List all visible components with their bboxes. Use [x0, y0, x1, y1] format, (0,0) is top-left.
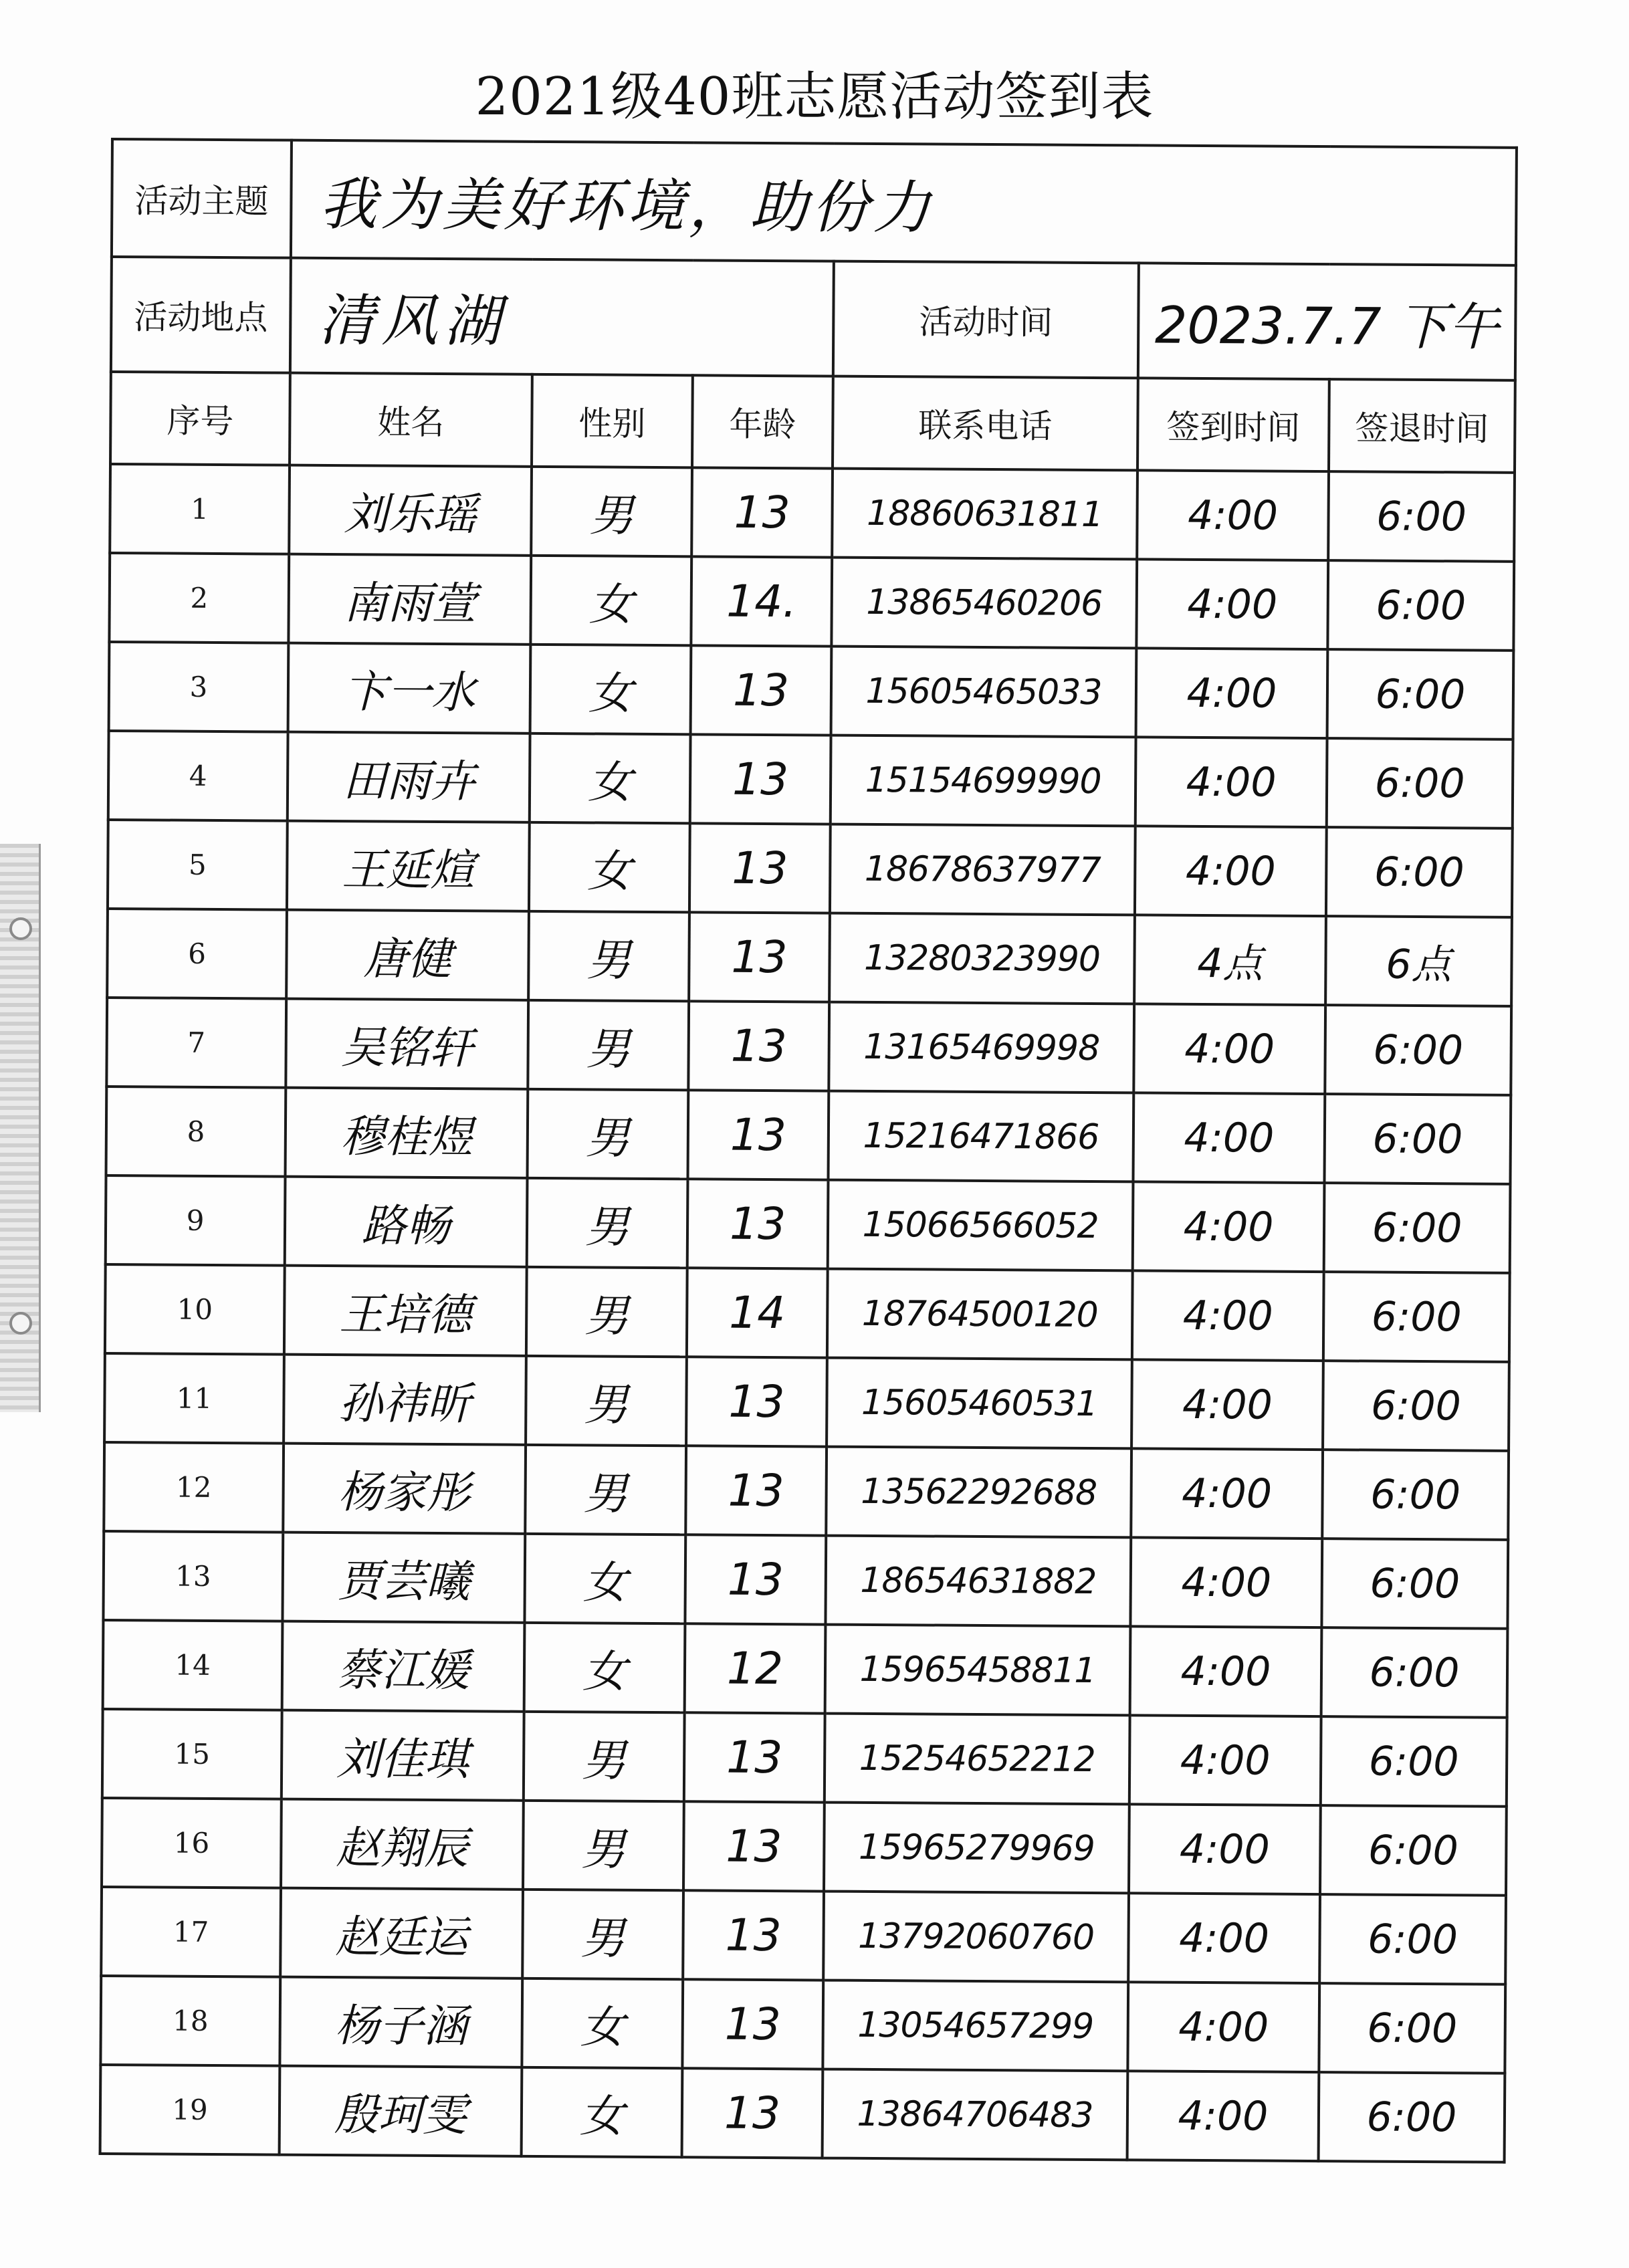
phone-cell: 13864706483 — [823, 2069, 1128, 2160]
age-cell: 13 — [691, 645, 832, 735]
column-header: 序号 — [110, 372, 290, 465]
name-cell: 殷珂雯 — [280, 2066, 522, 2156]
column-header: 签到时间 — [1137, 378, 1329, 471]
table-row — [109, 553, 1514, 651]
sign-in-time-cell: 4:00 — [1135, 826, 1327, 916]
name-cell: 王延煊 — [287, 821, 530, 911]
sign-out-time-cell: 6:00 — [1326, 827, 1513, 917]
sign-in-time-cell: 4:00 — [1129, 1804, 1321, 1894]
sign-in-time-cell: 4:00 — [1127, 2071, 1319, 2161]
phone-cell: 15066566052 — [828, 1180, 1133, 1271]
age-cell: 13 — [682, 2068, 823, 2158]
age-cell: 13 — [683, 1801, 825, 1891]
gender-cell: 女 — [522, 1978, 683, 2068]
age-cell: 14 — [687, 1268, 828, 1357]
theme-row — [112, 139, 1517, 265]
phone-cell: 18678637977 — [830, 824, 1135, 915]
table-row — [102, 1709, 1507, 1807]
age-cell: 13 — [689, 912, 830, 1002]
table-row — [106, 1175, 1511, 1273]
age-cell: 13 — [688, 1001, 829, 1091]
name-cell: 杨子涵 — [280, 1977, 522, 2067]
row-number: 19 — [100, 2065, 280, 2155]
sign-out-time-cell: 6:00 — [1324, 1183, 1511, 1273]
phone-cell: 13865460206 — [831, 558, 1137, 649]
phone-cell: 15154699990 — [831, 735, 1136, 826]
sign-out-time-cell: 6:00 — [1322, 1450, 1509, 1540]
phone-cell: 18654631882 — [825, 1536, 1131, 1627]
name-cell: 南雨萱 — [288, 554, 531, 645]
phone-cell: 13792060760 — [823, 1892, 1129, 1982]
sign-in-time-cell: 4:00 — [1130, 1626, 1322, 1716]
sign-out-time-cell: 6:00 — [1327, 649, 1514, 740]
sign-out-time-cell: 6:00 — [1321, 1716, 1507, 1807]
location-time-row — [111, 257, 1516, 380]
gender-cell: 男 — [527, 1178, 688, 1268]
age-cell: 13 — [686, 1357, 827, 1446]
gender-cell: 男 — [528, 911, 689, 1001]
gender-cell: 女 — [530, 645, 691, 734]
sign-out-time-cell: 6:00 — [1327, 738, 1513, 828]
name-cell: 赵廷运 — [280, 1888, 523, 1978]
sign-in-table — [99, 138, 1518, 2164]
row-number: 11 — [104, 1353, 284, 1444]
row-number: 9 — [106, 1175, 286, 1266]
sign-in-time-cell: 4:00 — [1128, 1893, 1320, 1983]
row-number: 7 — [106, 998, 286, 1088]
age-cell: 13 — [688, 1090, 829, 1179]
row-number: 16 — [102, 1798, 282, 1888]
sign-in-time-cell: 4:00 — [1131, 1448, 1323, 1539]
sign-in-time-cell: 4:00 — [1137, 470, 1329, 560]
binder-strip — [0, 844, 41, 1412]
age-cell: 13 — [685, 1535, 826, 1624]
sign-out-time-cell: 6:00 — [1319, 1983, 1505, 2073]
gender-cell: 男 — [526, 1267, 687, 1357]
sign-out-time-cell: 6:00 — [1323, 1361, 1509, 1451]
column-header: 年龄 — [692, 375, 833, 468]
name-cell: 蔡江媛 — [282, 1621, 525, 1712]
age-cell: 13 — [684, 1712, 825, 1802]
sign-in-time-cell: 4:00 — [1133, 1093, 1325, 1183]
gender-cell: 女 — [522, 2067, 683, 2157]
phone-cell: 18860631811 — [832, 469, 1137, 560]
gender-cell: 女 — [529, 822, 690, 912]
sign-out-time-cell: 6:00 — [1328, 471, 1515, 562]
table-row — [103, 1531, 1508, 1629]
age-cell: 13 — [691, 467, 833, 557]
table-row — [101, 1887, 1506, 1984]
row-number: 18 — [100, 1976, 280, 2066]
name-cell: 刘佳琪 — [282, 1710, 524, 1801]
sign-out-time-cell: 6:00 — [1321, 1627, 1508, 1718]
row-number: 17 — [101, 1887, 281, 1977]
row-number: 14 — [103, 1620, 283, 1710]
row-number: 15 — [102, 1709, 282, 1799]
age-cell: 13 — [689, 823, 831, 913]
time-label: 活动时间 — [833, 261, 1139, 378]
phone-cell: 18764500120 — [827, 1269, 1133, 1360]
column-header: 联系电话 — [833, 376, 1138, 471]
row-number: 2 — [109, 553, 289, 643]
location-label: 活动地点 — [111, 257, 291, 373]
table-row — [104, 1442, 1509, 1540]
table-row — [104, 1353, 1509, 1451]
name-cell: 贾芸曦 — [282, 1533, 525, 1623]
gender-cell: 男 — [531, 467, 692, 556]
theme-label: 活动主题 — [112, 139, 292, 258]
gender-cell: 男 — [528, 1089, 689, 1179]
gender-cell: 男 — [523, 1801, 684, 1890]
sign-out-time-cell: 6:00 — [1319, 1894, 1506, 1984]
row-number: 4 — [108, 731, 288, 821]
age-cell: 13 — [690, 734, 831, 824]
sign-in-time-cell: 4:00 — [1135, 737, 1327, 827]
sign-in-time-cell: 4:00 — [1136, 559, 1328, 649]
gender-cell: 女 — [530, 733, 691, 823]
name-cell: 卞一水 — [288, 643, 531, 733]
binder-ring-icon — [9, 1312, 32, 1335]
name-cell: 穆桂煜 — [286, 1088, 528, 1178]
sign-in-time-cell: 4:00 — [1131, 1359, 1323, 1450]
age-cell: 13 — [685, 1446, 827, 1535]
sign-out-time-cell: 6:00 — [1319, 2072, 1505, 2162]
phone-cell: 13054657299 — [823, 1980, 1128, 2071]
table-row — [109, 642, 1514, 740]
time-value: 2023.7.7 下午 — [1138, 263, 1516, 380]
gender-cell: 男 — [525, 1445, 686, 1535]
sign-in-time-cell: 4:00 — [1130, 1537, 1322, 1627]
gender-cell: 男 — [522, 1890, 683, 1979]
column-header-row — [110, 372, 1515, 473]
row-number: 3 — [109, 642, 289, 732]
gender-cell: 男 — [524, 1712, 685, 1801]
table-row — [106, 998, 1511, 1095]
gender-cell: 女 — [524, 1623, 685, 1712]
sign-in-time-cell: 4:00 — [1127, 1982, 1319, 2072]
phone-cell: 15216471866 — [828, 1091, 1133, 1182]
sign-in-sheet — [98, 138, 1515, 2179]
column-header: 姓名 — [290, 373, 532, 467]
gender-cell: 女 — [524, 1534, 685, 1623]
phone-cell: 13165469998 — [829, 1002, 1134, 1093]
theme-value: 我为美好环境，助份力 — [291, 140, 1517, 265]
sign-out-time-cell: 6:00 — [1327, 560, 1514, 651]
name-cell: 杨家彤 — [283, 1444, 526, 1534]
phone-cell: 15254652212 — [825, 1714, 1130, 1805]
name-cell: 吴铭轩 — [286, 999, 528, 1089]
sign-in-time-cell: 4点 — [1134, 915, 1326, 1005]
name-cell: 田雨卉 — [288, 732, 530, 822]
name-cell: 唐健 — [286, 910, 529, 1000]
phone-cell: 15605460531 — [827, 1358, 1132, 1449]
table-row — [108, 820, 1513, 917]
location-value: 清风湖 — [290, 258, 834, 376]
age-cell: 14. — [691, 556, 832, 646]
sign-in-time-cell: 4:00 — [1136, 648, 1328, 738]
row-number: 8 — [106, 1087, 286, 1177]
table-row — [102, 1798, 1507, 1896]
age-cell: 13 — [683, 1890, 824, 1980]
binder-ring-icon — [9, 917, 32, 940]
table-row — [110, 464, 1515, 562]
gender-cell: 男 — [526, 1356, 687, 1446]
age-cell: 12 — [685, 1623, 826, 1713]
age-cell: 13 — [687, 1179, 829, 1268]
row-number: 1 — [110, 464, 290, 554]
row-number: 5 — [108, 820, 288, 910]
sign-in-time-cell: 4:00 — [1133, 1181, 1325, 1272]
row-number: 12 — [104, 1442, 284, 1533]
table-row — [107, 909, 1512, 1006]
sign-out-time-cell: 6:00 — [1323, 1272, 1510, 1362]
table-row — [103, 1620, 1508, 1718]
table-row — [106, 1087, 1511, 1184]
sign-in-time-cell: 4:00 — [1133, 1004, 1325, 1094]
sign-out-time-cell: 6:00 — [1324, 1094, 1511, 1184]
phone-cell: 15965279969 — [824, 1803, 1129, 1894]
row-number: 6 — [107, 909, 287, 999]
name-cell: 赵翔辰 — [281, 1799, 524, 1890]
gender-cell: 女 — [530, 556, 691, 645]
document-title: 2021级40班志愿活动签到表 — [475, 67, 1154, 127]
table-row — [100, 1976, 1505, 2073]
phone-cell: 13280323990 — [829, 913, 1135, 1004]
row-number: 13 — [103, 1531, 283, 1621]
phone-cell: 15965458811 — [825, 1625, 1131, 1716]
column-header: 性别 — [532, 374, 693, 467]
sign-out-time-cell: 6:00 — [1321, 1539, 1508, 1629]
gender-cell: 男 — [528, 1000, 689, 1090]
age-cell: 13 — [682, 1979, 823, 2069]
table-row — [108, 731, 1513, 828]
sign-out-time-cell: 6:00 — [1325, 1005, 1511, 1095]
name-cell: 路畅 — [285, 1177, 528, 1267]
name-cell: 孙祎昕 — [284, 1355, 526, 1445]
column-header: 签退时间 — [1329, 379, 1515, 473]
table-row — [100, 2065, 1505, 2162]
phone-cell: 13562292688 — [826, 1447, 1131, 1538]
phone-cell: 15605465033 — [831, 647, 1137, 738]
sign-out-time-cell: 6:00 — [1320, 1805, 1507, 1896]
sign-in-time-cell: 4:00 — [1132, 1270, 1324, 1361]
name-cell: 王培德 — [284, 1266, 527, 1356]
table-row — [105, 1264, 1510, 1362]
name-cell: 刘乐瑶 — [289, 465, 532, 556]
sign-out-time-cell: 6点 — [1325, 916, 1512, 1006]
sign-in-time-cell: 4:00 — [1129, 1715, 1321, 1805]
row-number: 10 — [105, 1264, 285, 1355]
